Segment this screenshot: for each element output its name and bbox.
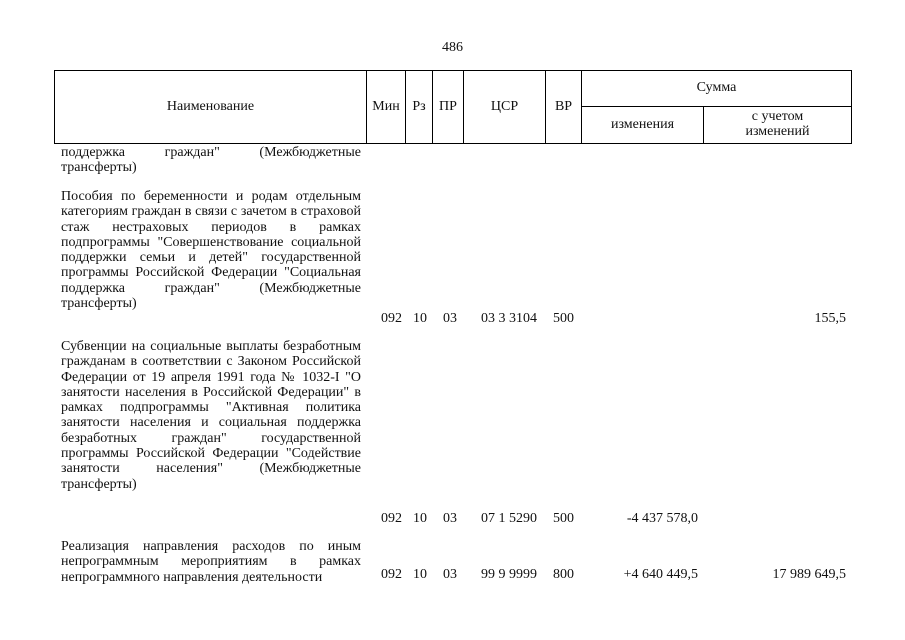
row-csr: 99 9 9999 — [481, 567, 537, 582]
row-rz: 10 — [413, 511, 427, 526]
row-s-uchetom: 17 989 649,5 — [772, 567, 846, 582]
row-csr: 07 1 5290 — [481, 511, 537, 526]
row-izmeneniya: +4 640 449,5 — [623, 567, 698, 582]
row-pr: 03 — [443, 311, 457, 326]
row-name: Субвенции на социальные выплаты безработным гражданам в соответствии с Законом Российской Федерации от 19 апреля 1991 года № 1032-I "О занятости населения в Российской Федерации" в рамках подпрограммы "Активная политика занятости населения и социальная поддержка безработных граждан" государственной программы Российской Федерации "Содействие занятости населения" (Межбюджетные трансферты) — [61, 339, 361, 492]
table-header — [54, 70, 852, 144]
header-rz: Рз — [405, 70, 432, 144]
header-csr: ЦСР — [463, 70, 545, 144]
header-summa: Сумма — [581, 70, 852, 107]
row-s-uchetom: 155,5 — [814, 311, 846, 326]
row-min: 092 — [381, 567, 402, 582]
row-pr: 03 — [443, 567, 457, 582]
row-izmeneniya: -4 437 578,0 — [626, 511, 698, 526]
header-pr: ПР — [432, 70, 463, 144]
row-rz: 10 — [413, 311, 427, 326]
row-name: Пособия по беременности и родам отдельным категориям граждан в связи с зачетом в страховой стаж нестраховых периодов в рамках подпрограммы "Совершенствование социальной поддержки семьи и детей" государственной программы Российской Федерации "Социальная поддержка граждан" (Межбюджетные трансферты) — [61, 189, 361, 312]
header-s-uchetom: с учетом изменений — [703, 107, 852, 144]
header-izmeneniya: изменения — [581, 107, 703, 144]
row-vr: 500 — [553, 311, 574, 326]
header-vr: ВР — [545, 70, 581, 144]
row-name: поддержка граждан" (Межбюджетные трансферты) — [61, 145, 361, 176]
page-number: 486 — [442, 40, 463, 55]
row-pr: 03 — [443, 511, 457, 526]
row-csr: 03 3 3104 — [481, 311, 537, 326]
row-min: 092 — [381, 511, 402, 526]
row-vr: 800 — [553, 567, 574, 582]
header-name: Наименование — [54, 70, 366, 144]
row-vr: 500 — [553, 511, 574, 526]
row-rz: 10 — [413, 567, 427, 582]
row-name: Реализация направления расходов по иным непрограммным мероприятиям в рамках непрограммного направления деятельности — [61, 539, 361, 585]
row-min: 092 — [381, 311, 402, 326]
header-min: Мин — [366, 70, 405, 144]
